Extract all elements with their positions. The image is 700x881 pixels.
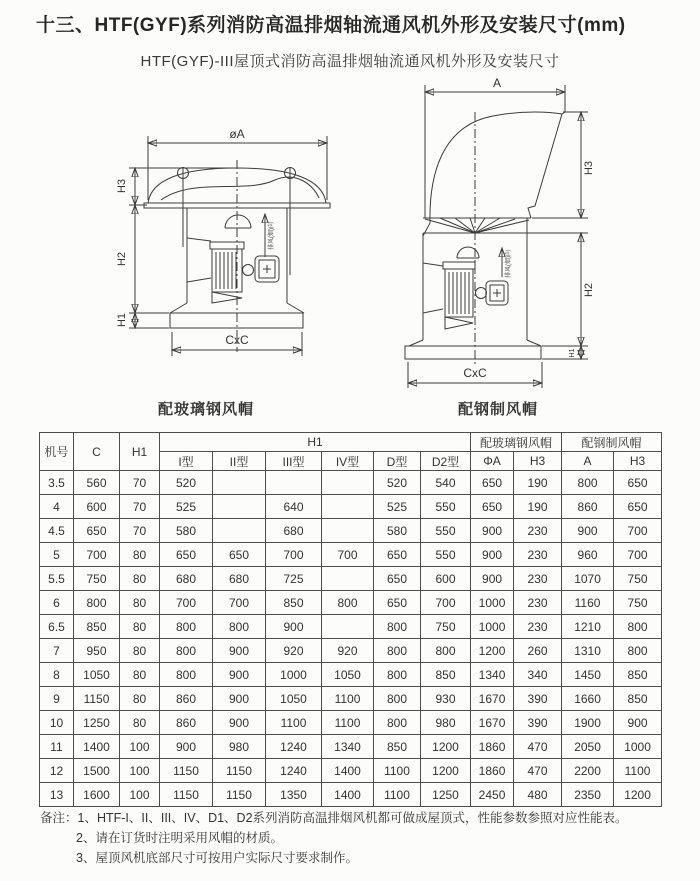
dimension-value-cell: 640 bbox=[266, 495, 322, 519]
note-item: 2、请在订货时注明采用风帽的材质。 bbox=[76, 831, 283, 845]
dimension-value-cell: 80 bbox=[120, 591, 160, 615]
dimension-value-cell: 100 bbox=[120, 783, 160, 807]
dimension-value-cell: 1100 bbox=[322, 687, 374, 711]
dimension-value-cell: 1350 bbox=[266, 783, 322, 807]
dimension-value-cell: 800 bbox=[74, 591, 120, 615]
dimension-value-cell: 700 bbox=[614, 543, 662, 567]
dimension-value-cell: 80 bbox=[120, 711, 160, 735]
model-number-cell: 5 bbox=[40, 543, 74, 567]
dimension-value-cell: 1150 bbox=[160, 783, 213, 807]
dimension-value-cell: 980 bbox=[421, 711, 471, 735]
dimension-value-cell: 230 bbox=[514, 615, 562, 639]
dim-label-a: A bbox=[492, 78, 502, 90]
dimension-value-cell: 1860 bbox=[471, 759, 514, 783]
dimension-value-cell: 650 bbox=[74, 519, 120, 543]
column-header: IV型 bbox=[322, 452, 374, 471]
dimension-value-cell: 1000 bbox=[614, 735, 662, 759]
dimension-value-cell: 80 bbox=[120, 687, 160, 711]
dimension-value-cell: 800 bbox=[374, 687, 421, 711]
dimension-value-cell: 1050 bbox=[74, 663, 120, 687]
dimension-value-cell: 850 bbox=[421, 663, 471, 687]
table-row bbox=[40, 783, 662, 807]
dimension-value-cell: 700 bbox=[322, 543, 374, 567]
dim-label-h3: H3 bbox=[116, 178, 128, 194]
dim-label-oa: øA bbox=[229, 127, 245, 141]
dimension-value-cell bbox=[266, 471, 322, 495]
note-item: 1、HTF-I、II、III、IV、D1、D2系列消防高温排烟风机都可做成屋顶式，性能参数参照对应性能表。 bbox=[77, 811, 628, 825]
dimension-value-cell: 800 bbox=[322, 591, 374, 615]
dimension-heights bbox=[532, 112, 595, 359]
column-header: A bbox=[562, 452, 614, 471]
dimension-value-cell: 1860 bbox=[471, 735, 514, 759]
dimension-value-cell: 900 bbox=[562, 519, 614, 543]
dimension-value-cell: 1070 bbox=[562, 567, 614, 591]
dimension-value-cell: 800 bbox=[160, 639, 213, 663]
dimension-value-cell: 800 bbox=[160, 615, 213, 639]
dimension-value-cell: 1200 bbox=[421, 735, 471, 759]
steel-cap-fan-drawing bbox=[385, 78, 685, 398]
dimension-value-cell: 1240 bbox=[266, 735, 322, 759]
table-row bbox=[40, 471, 662, 495]
dimension-value-cell: 650 bbox=[213, 543, 266, 567]
dimension-value-cell: 80 bbox=[120, 615, 160, 639]
dimension-value-cell: 650 bbox=[614, 495, 662, 519]
dimension-value-cell: 80 bbox=[120, 543, 160, 567]
model-number-cell: 11 bbox=[40, 735, 74, 759]
dimension-value-cell: 550 bbox=[421, 543, 471, 567]
dimension-table-body bbox=[40, 471, 662, 807]
dimension-value-cell: 900 bbox=[266, 615, 322, 639]
dimension-value-cell: 1500 bbox=[74, 759, 120, 783]
dimension-value-cell: 190 bbox=[514, 471, 562, 495]
dimension-value-cell: 600 bbox=[421, 567, 471, 591]
note-line-1 bbox=[40, 808, 665, 828]
dimension-value-cell: 260 bbox=[514, 639, 562, 663]
table-row bbox=[40, 735, 662, 759]
dimension-value-cell: 190 bbox=[514, 495, 562, 519]
model-number-cell: 6 bbox=[40, 591, 74, 615]
table-row bbox=[40, 591, 662, 615]
model-number-cell: 3.5 bbox=[40, 471, 74, 495]
model-number-cell: 9 bbox=[40, 687, 74, 711]
column-header: D2型 bbox=[421, 452, 471, 471]
dimension-value-cell: 680 bbox=[213, 567, 266, 591]
model-number-cell: 7 bbox=[40, 639, 74, 663]
dimension-base-cxc bbox=[172, 332, 302, 356]
dimension-value-cell: 1050 bbox=[322, 663, 374, 687]
column-header-h1: H1 bbox=[120, 433, 160, 471]
dimension-value-cell: 1670 bbox=[471, 687, 514, 711]
table-row bbox=[40, 519, 662, 543]
dimension-value-cell: 900 bbox=[160, 735, 213, 759]
dimension-value-cell: 550 bbox=[421, 519, 471, 543]
column-header: H3 bbox=[614, 452, 662, 471]
dimension-value-cell bbox=[322, 519, 374, 543]
dim-label-h1: H1 bbox=[116, 312, 128, 328]
dimension-value-cell: 800 bbox=[374, 663, 421, 687]
column-header: H3 bbox=[514, 452, 562, 471]
dimension-value-cell: 1100 bbox=[322, 711, 374, 735]
dimension-value-cell: 70 bbox=[120, 471, 160, 495]
fiberglass-cap-fan-drawing bbox=[85, 120, 395, 392]
model-number-cell: 8 bbox=[40, 663, 74, 687]
dimension-value-cell: 750 bbox=[421, 615, 471, 639]
dimension-value-cell: 800 bbox=[374, 615, 421, 639]
dimension-value-cell: 650 bbox=[614, 471, 662, 495]
dimension-value-cell bbox=[322, 615, 374, 639]
airflow-arrow bbox=[265, 214, 275, 257]
dimension-value-cell: 1340 bbox=[471, 663, 514, 687]
table-row bbox=[40, 615, 662, 639]
dimension-value-cell: 1160 bbox=[562, 591, 614, 615]
note-line-3 bbox=[76, 848, 665, 868]
dim-label-h3: H3 bbox=[583, 160, 595, 176]
dimension-value-cell: 470 bbox=[514, 759, 562, 783]
dimension-value-cell: 750 bbox=[614, 567, 662, 591]
dimension-value-cell: 650 bbox=[471, 471, 514, 495]
dimension-value-cell: 700 bbox=[74, 543, 120, 567]
dimension-value-cell: 1450 bbox=[562, 663, 614, 687]
dimension-value-cell: 900 bbox=[213, 663, 266, 687]
model-number-cell: 4 bbox=[40, 495, 74, 519]
dimension-value-cell: 920 bbox=[266, 639, 322, 663]
caption-fiberglass-cap: 配玻璃钢风帽 bbox=[157, 401, 254, 418]
dimension-value-cell: 800 bbox=[421, 639, 471, 663]
dimension-value-cell: 1210 bbox=[562, 615, 614, 639]
notes-section bbox=[40, 808, 665, 868]
dimension-value-cell: 700 bbox=[614, 519, 662, 543]
dimension-value-cell: 850 bbox=[74, 615, 120, 639]
dimension-value-cell bbox=[322, 495, 374, 519]
dimension-value-cell: 600 bbox=[74, 495, 120, 519]
dimension-value-cell bbox=[213, 495, 266, 519]
dimension-value-cell: 1100 bbox=[614, 759, 662, 783]
group-header-glass-cap: 配玻璃钢风帽 bbox=[471, 433, 562, 452]
dimension-value-cell: 525 bbox=[374, 495, 421, 519]
table-row bbox=[40, 567, 662, 591]
dim-label-cxc: CxC bbox=[463, 366, 487, 380]
airflow-arrow bbox=[502, 248, 512, 278]
column-header: ΦA bbox=[471, 452, 514, 471]
dimension-value-cell: 800 bbox=[374, 711, 421, 735]
dimension-value-cell: 230 bbox=[514, 567, 562, 591]
dimension-value-cell: 850 bbox=[266, 591, 322, 615]
table-row bbox=[40, 711, 662, 735]
dimension-value-cell: 100 bbox=[120, 759, 160, 783]
page-subtitle: HTF(GYF)-III屋顶式消防高温排烟轴流通风机外形及安装尺寸 bbox=[140, 53, 560, 70]
dimension-value-cell: 1200 bbox=[471, 639, 514, 663]
dimension-value-cell: 650 bbox=[471, 495, 514, 519]
dimension-value-cell: 650 bbox=[374, 567, 421, 591]
dimension-value-cell: 470 bbox=[514, 735, 562, 759]
dimension-value-cell: 700 bbox=[213, 591, 266, 615]
dimension-value-cell: 580 bbox=[374, 519, 421, 543]
column-header: III型 bbox=[266, 452, 322, 471]
dimension-value-cell: 920 bbox=[322, 639, 374, 663]
dimension-value-cell: 480 bbox=[514, 783, 562, 807]
dimension-value-cell: 1600 bbox=[74, 783, 120, 807]
dimension-value-cell: 680 bbox=[266, 519, 322, 543]
dimension-value-cell: 1340 bbox=[322, 735, 374, 759]
dimension-value-cell: 900 bbox=[471, 519, 514, 543]
dimension-value-cell: 860 bbox=[562, 495, 614, 519]
dimension-value-cell: 900 bbox=[471, 567, 514, 591]
column-header: D型 bbox=[374, 452, 421, 471]
dimension-value-cell: 700 bbox=[421, 591, 471, 615]
table-row bbox=[40, 639, 662, 663]
dimension-value-cell: 70 bbox=[120, 519, 160, 543]
dimension-value-cell: 2050 bbox=[562, 735, 614, 759]
dimension-value-cell: 700 bbox=[160, 591, 213, 615]
airflow-label: 排风(烟)向 bbox=[269, 222, 275, 250]
dimension-value-cell: 100 bbox=[120, 735, 160, 759]
dimension-value-cell: 650 bbox=[160, 543, 213, 567]
dimension-value-cell: 900 bbox=[213, 639, 266, 663]
dimension-value-cell: 80 bbox=[120, 663, 160, 687]
model-number-cell: 6.5 bbox=[40, 615, 74, 639]
dimension-value-cell: 800 bbox=[213, 615, 266, 639]
dimension-value-cell: 1670 bbox=[471, 711, 514, 735]
dimension-value-cell: 930 bbox=[421, 687, 471, 711]
dimension-value-cell: 650 bbox=[374, 543, 421, 567]
dimension-value-cell: 800 bbox=[374, 639, 421, 663]
model-number-cell: 4.5 bbox=[40, 519, 74, 543]
dimension-value-cell: 900 bbox=[614, 711, 662, 735]
dimension-value-cell: 1250 bbox=[421, 783, 471, 807]
column-header: I型 bbox=[160, 452, 213, 471]
dimension-base-cxc bbox=[408, 362, 542, 388]
dimension-value-cell: 850 bbox=[374, 735, 421, 759]
fan-base bbox=[405, 340, 541, 359]
dimension-value-cell: 900 bbox=[471, 543, 514, 567]
dimension-value-cell: 1150 bbox=[213, 759, 266, 783]
dimension-value-cell: 1100 bbox=[374, 783, 421, 807]
dimension-value-cell: 800 bbox=[614, 639, 662, 663]
table-header-row bbox=[40, 433, 662, 452]
column-header: II型 bbox=[213, 452, 266, 471]
dimension-value-cell: 390 bbox=[514, 711, 562, 735]
column-header-model: 机号 bbox=[40, 433, 74, 471]
dimension-value-cell: 750 bbox=[614, 591, 662, 615]
table-row bbox=[40, 663, 662, 687]
dimension-value-cell: 1310 bbox=[562, 639, 614, 663]
group-header-steel-cap: 配钢制风帽 bbox=[562, 433, 662, 452]
model-number-cell: 5.5 bbox=[40, 567, 74, 591]
dimension-value-cell: 800 bbox=[562, 471, 614, 495]
dimension-value-cell: 1200 bbox=[421, 759, 471, 783]
group-header-h1: H1 bbox=[160, 433, 471, 452]
dimension-value-cell: 1000 bbox=[266, 663, 322, 687]
dimension-value-cell: 540 bbox=[421, 471, 471, 495]
dimension-value-cell: 340 bbox=[514, 663, 562, 687]
dimension-value-cell: 860 bbox=[160, 711, 213, 735]
dim-label-cxc: CxC bbox=[225, 333, 249, 347]
dimension-value-cell bbox=[213, 471, 266, 495]
dimension-value-cell: 1100 bbox=[266, 711, 322, 735]
dimension-value-cell: 850 bbox=[614, 687, 662, 711]
dimension-value-cell: 750 bbox=[74, 567, 120, 591]
dimension-value-cell: 550 bbox=[421, 495, 471, 519]
dimension-value-cell: 580 bbox=[160, 519, 213, 543]
dimension-value-cell: 1900 bbox=[562, 711, 614, 735]
table-row bbox=[40, 687, 662, 711]
dimension-value-cell: 1400 bbox=[322, 759, 374, 783]
caption-steel-cap: 配钢制风帽 bbox=[457, 401, 538, 418]
dimension-value-cell: 800 bbox=[160, 663, 213, 687]
dimension-value-cell: 900 bbox=[213, 711, 266, 735]
dimension-value-cell: 850 bbox=[614, 663, 662, 687]
dimension-value-cell: 1200 bbox=[614, 783, 662, 807]
model-number-cell: 10 bbox=[40, 711, 74, 735]
table-row bbox=[40, 759, 662, 783]
dimension-value-cell: 680 bbox=[160, 567, 213, 591]
note-item: 3、屋顶风机底部尺寸可按用户实际尺寸要求制作。 bbox=[76, 851, 358, 865]
dimension-value-cell bbox=[322, 471, 374, 495]
dimension-value-cell: 1000 bbox=[471, 615, 514, 639]
model-number-cell: 12 bbox=[40, 759, 74, 783]
dimension-value-cell: 560 bbox=[74, 471, 120, 495]
dimension-value-cell bbox=[322, 567, 374, 591]
dimension-value-cell: 960 bbox=[562, 543, 614, 567]
dimension-value-cell: 800 bbox=[614, 615, 662, 639]
dimension-value-cell: 1050 bbox=[266, 687, 322, 711]
dimension-value-cell: 2450 bbox=[471, 783, 514, 807]
dim-label-h2: H2 bbox=[583, 282, 595, 298]
dimension-value-cell: 70 bbox=[120, 495, 160, 519]
dimension-value-cell: 650 bbox=[374, 591, 421, 615]
dimension-value-cell: 1660 bbox=[562, 687, 614, 711]
dimension-value-cell: 2200 bbox=[562, 759, 614, 783]
dimension-value-cell: 1000 bbox=[471, 591, 514, 615]
dimension-value-cell: 1250 bbox=[74, 711, 120, 735]
fan-cap-outline bbox=[423, 112, 565, 236]
dimension-value-cell: 950 bbox=[74, 639, 120, 663]
table-row bbox=[40, 495, 662, 519]
note-line-2 bbox=[76, 828, 665, 848]
dimension-value-cell: 1150 bbox=[74, 687, 120, 711]
dimension-value-cell: 80 bbox=[120, 567, 160, 591]
dimension-value-cell: 230 bbox=[514, 543, 562, 567]
airflow-label: 排风(烟)向 bbox=[506, 250, 512, 278]
dimension-value-cell: 900 bbox=[213, 687, 266, 711]
dimension-value-cell: 390 bbox=[514, 687, 562, 711]
dimension-table bbox=[39, 432, 662, 807]
dimension-value-cell: 1240 bbox=[266, 759, 322, 783]
dimension-value-cell: 725 bbox=[266, 567, 322, 591]
dimension-value-cell: 1400 bbox=[322, 783, 374, 807]
table-row bbox=[40, 543, 662, 567]
dimension-value-cell: 1150 bbox=[213, 783, 266, 807]
dimension-value-cell: 700 bbox=[266, 543, 322, 567]
dimension-value-cell: 520 bbox=[160, 471, 213, 495]
dimension-value-cell: 2350 bbox=[562, 783, 614, 807]
dimension-value-cell: 520 bbox=[374, 471, 421, 495]
dimension-value-cell: 860 bbox=[160, 687, 213, 711]
dim-label-h1: H1 bbox=[569, 348, 576, 358]
column-header-c: C bbox=[74, 433, 120, 471]
dimension-value-cell: 1100 bbox=[374, 759, 421, 783]
notes-label: 备注： bbox=[40, 811, 78, 825]
page-title: 十三、HTF(GYF)系列消防高温排烟轴流通风机外形及安装尺寸(mm) bbox=[36, 15, 626, 36]
dimension-value-cell: 1150 bbox=[160, 759, 213, 783]
dimension-value-cell: 230 bbox=[514, 591, 562, 615]
model-number-cell: 13 bbox=[40, 783, 74, 807]
dimension-value-cell bbox=[213, 519, 266, 543]
dimension-value-cell: 980 bbox=[213, 735, 266, 759]
dim-label-h2: H2 bbox=[116, 251, 128, 267]
dimension-value-cell: 525 bbox=[160, 495, 213, 519]
dimension-value-cell: 80 bbox=[120, 639, 160, 663]
dimension-value-cell: 230 bbox=[514, 519, 562, 543]
dimension-value-cell: 1400 bbox=[74, 735, 120, 759]
